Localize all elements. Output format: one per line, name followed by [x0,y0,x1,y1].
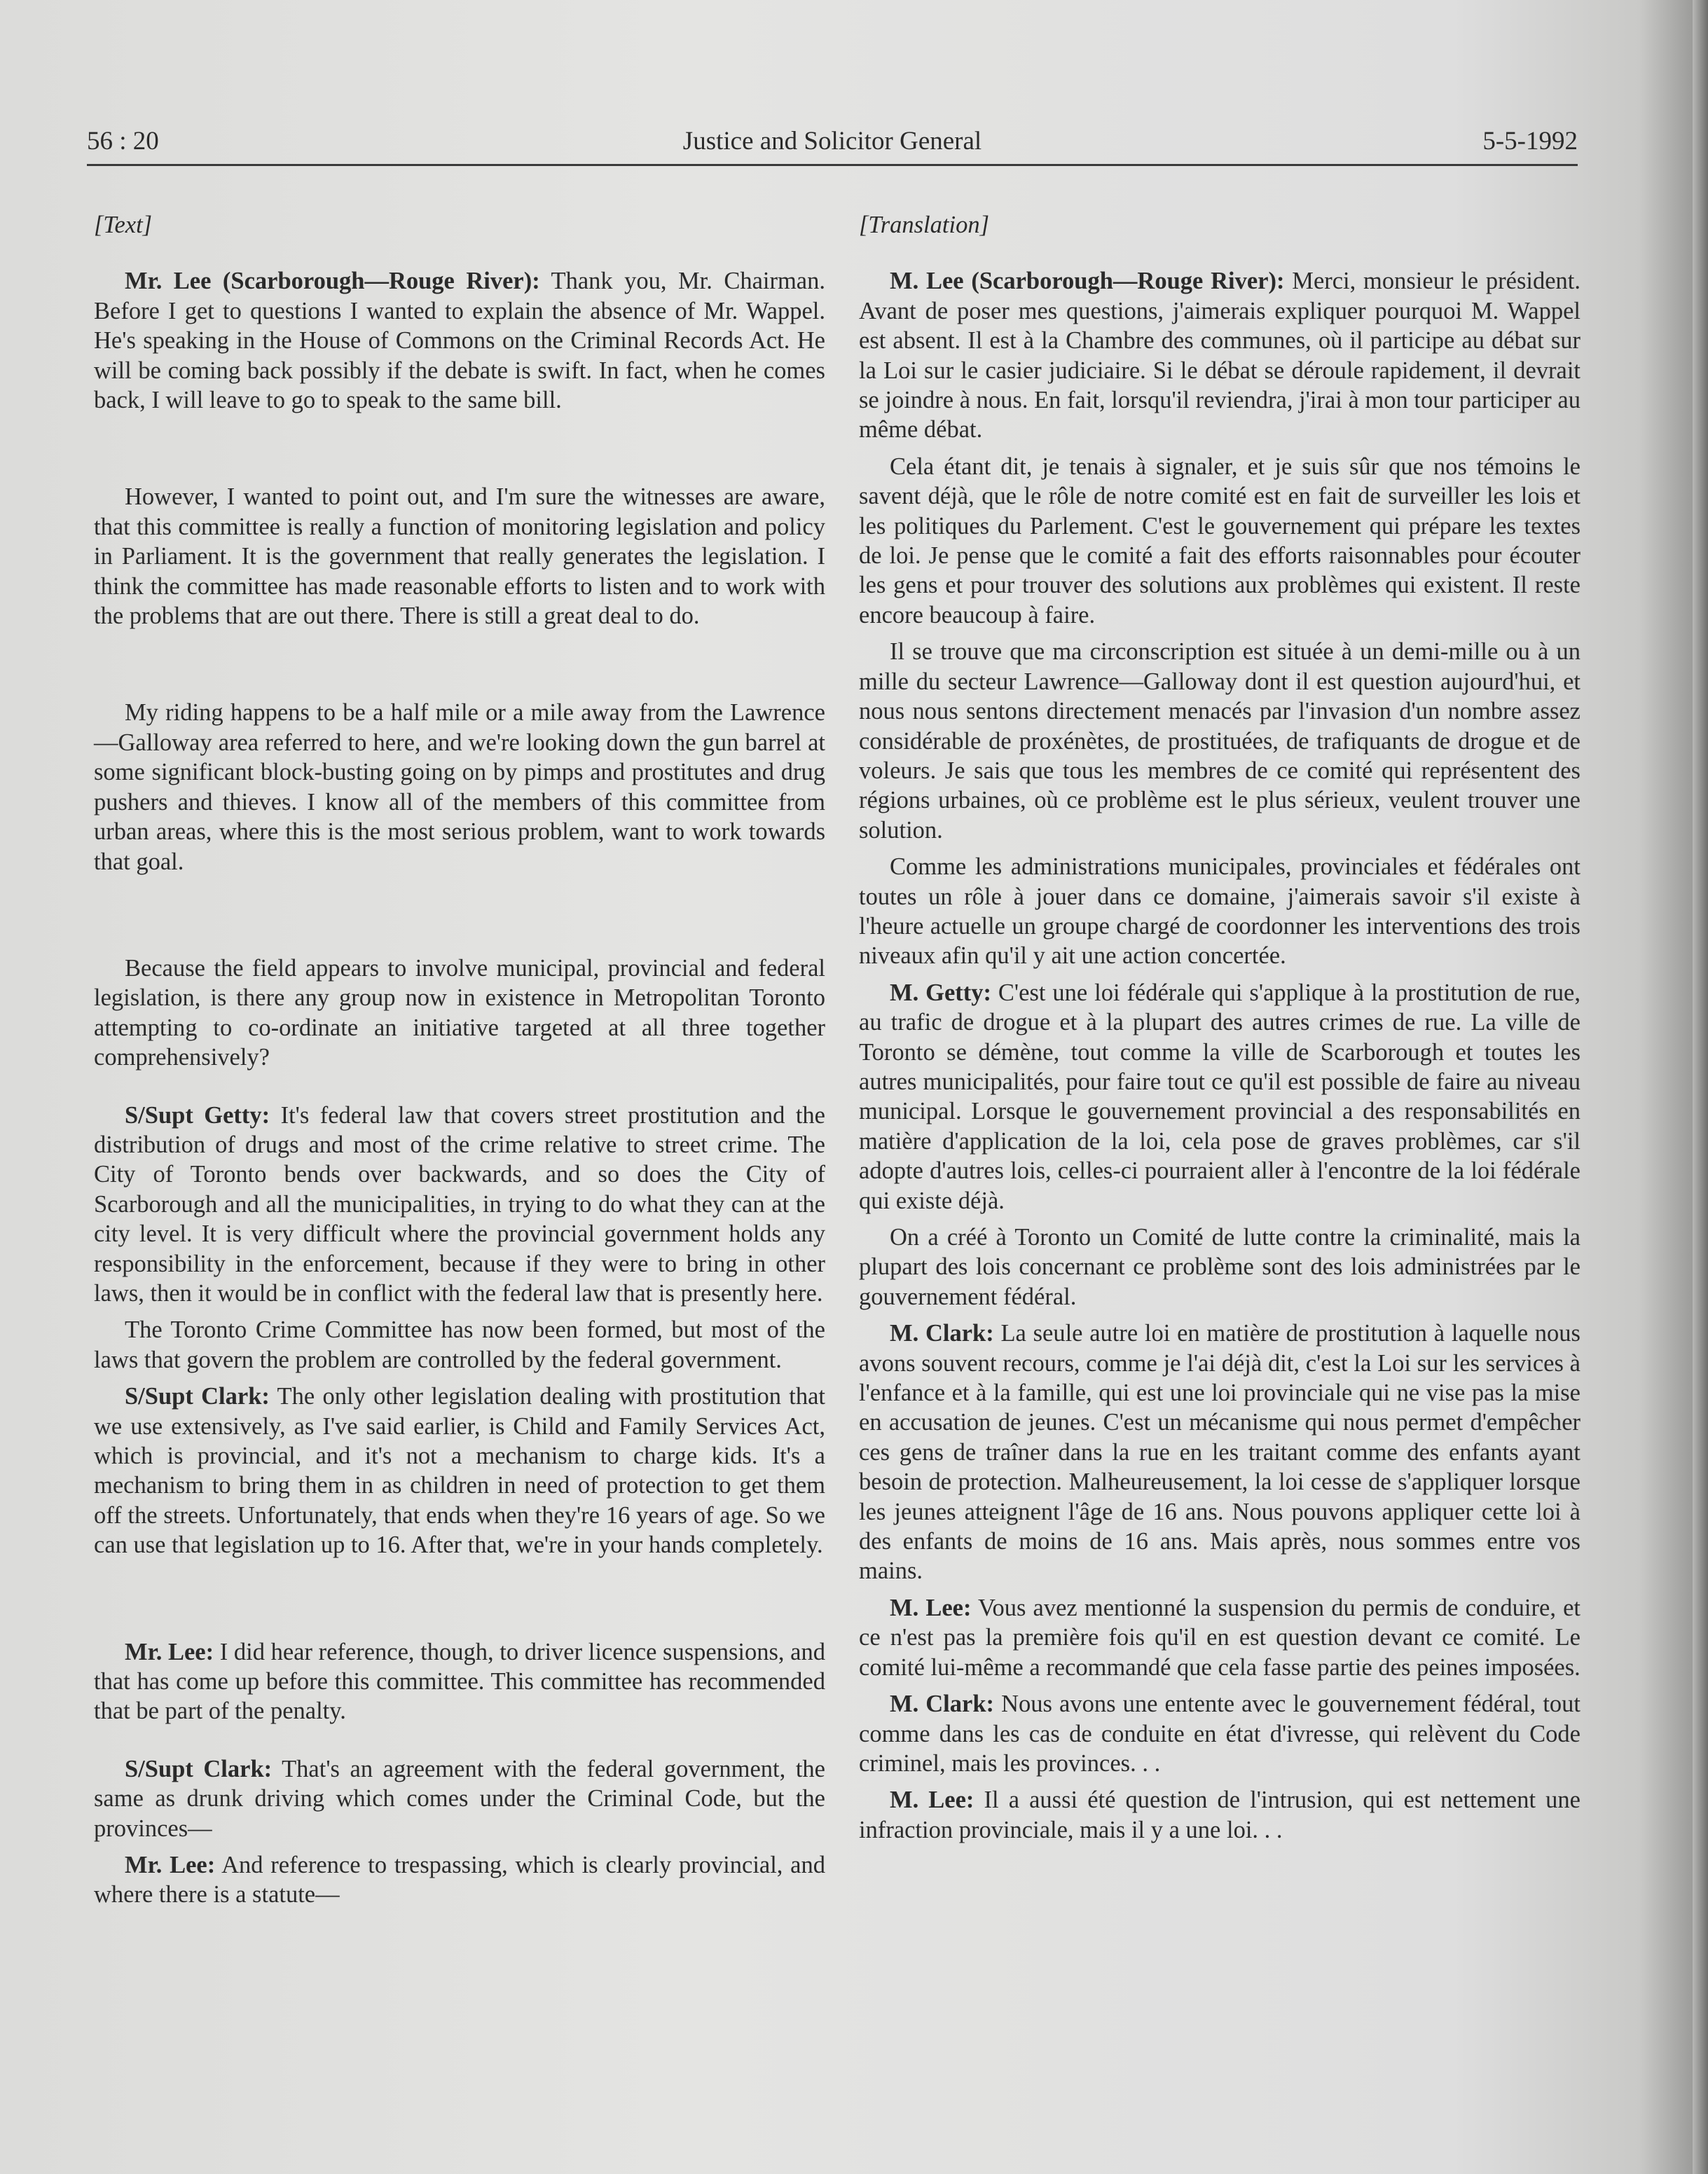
running-header [87,126,1578,165]
paragraph [94,954,825,1073]
paragraph [94,1754,825,1843]
english-column [94,210,825,1910]
paragraph [94,1315,825,1375]
paragraph [859,1785,1580,1845]
paragraph-text: On a créé à Toronto un Comité de lutte contre la criminalité, mais la plupart des lois concernant ce problème sont des lois administrées par le gouvernement fédéral. [859,1224,1580,1310]
speaker-name: M. Lee: [890,1787,974,1814]
paragraph-text: Merci, monsieur le président. Avant de poser mes questions, j'aimerais expliquer pourquoi M. Wappel est absent. Il est à la Chambre des communes, où il participe au débat sur la Loi sur le casier judiciaire. Si le débat se déroule rapidement, il devrait se joindre à nous. En fait, lorsqu'il reviendra, j'irai à mon tour participer au même débat. [859,268,1580,443]
paragraph [859,1319,1580,1586]
paragraph-text: The only other legislation dealing with prostitution that we use extensively, as I've said earlier, is Child and Family Services Act, which is provincial, and it's not a mechanism to charge kids. It's a mechanism to bring them in as children in need of protection to get them off the streets. Unfortunately, that ends when they're 16 years of age. So we can use that legislation up to 16. After that, we're in your hands completely. [94,1383,826,1559]
paragraph [94,1637,825,1726]
paragraph-text: Cela étant dit, je tenais à signaler, et je suis sûr que nos témoins le savent déjà, que le rôle de notre comité est en fait de surveiller les lois et les politiques du Parlement. C'est le gouvernement qui prépare les textes de loi. Je pense que le comité a fait des efforts raisonnables pour écouter les gens et pour trouver des solutions aux problèmes qui existent. Il reste encore beaucoup à faire. [859,453,1580,628]
paragraph-text: Comme les administrations municipales, provinciales et fédérales ont toutes un rôle à jouer dans ce domaine, j'aimerais savoir s'il existe à l'heure actuelle un groupe chargé de coordonner les interventions des trois niveaux afin qu'il y ait une action concertée. [859,853,1580,970]
speaker-name: M. Clark: [890,1320,994,1347]
paragraph [94,1101,825,1309]
paragraph [859,1223,1580,1312]
speaker-name: M. Lee (Scarborough—Rouge River): [890,268,1285,295]
paragraph-text: Vous avez mentionné la suspension du permis de conduire, et ce n'est pas la première fois qu'il en est question devant ce comité. Le comité lui-même a recommandé que cela fasse partie des peines imposées. [859,1594,1580,1681]
paragraph [859,1689,1580,1778]
paragraph-text: La seule autre loi en matière de prostitution à laquelle nous avons souvent recours, comme je l'ai déjà dit, c'est la Loi sur les services à l'enfance et à la famille, qui est une loi provinciale qui ne vise pas la mise en accusation de jeunes. C'est un mécanisme qui nous permet d'empêcher ces gens de traîner dans la rue en les traitant comme des enfants ayant besoin de protection. Malheureusement, la loi cesse de s'appliquer lorsque les jeunes atteignent l'âge de 16 ans. Nous pouvons appliquer cette loi à des enfants de moins de 16 ans. Mais après, nous sommes entre vos mains. [859,1320,1580,1585]
paragraph [859,978,1580,1216]
running-title: Justice and Solicitor General [682,127,982,156]
header-rule [87,164,1578,166]
speaker-name: Mr. Lee: [125,1638,214,1665]
section-label-translation: [Translation] [859,212,989,238]
paragraph-text: Thank you, Mr. Chairman. Before I get to questions I wanted to explain the absence of Mr. Wappel. He's speaking in the House of Commons on the Criminal Records Act. He will be coming back possibly if the debate is swift. In fact, when he comes back, I will leave to go to speak to the same bill. [94,268,825,414]
page-number: 56 : 20 [87,127,159,156]
paragraph-text: My riding happens to be a half mile or a mile away from the Lawrence—Galloway area referred to here, and we're looking down the gun barrel at some significant block-busting going on by pimps and prostitutes and drug pushers and thieves. I know all of the members of this committee from urban areas, where this is the most serious problem, want to work towards that goal. [94,699,825,875]
paragraph [859,1593,1580,1682]
paragraph-text: That's an agreement with the federal government, the same as drunk driving which comes under the Criminal Code, but the provinces— [94,1755,825,1842]
speaker-name: M. Getty: [890,979,991,1006]
paragraph [94,698,825,876]
paragraph [94,1382,825,1560]
paragraph [859,637,1580,845]
page-edge-shadow [1693,0,1708,2174]
speaker-name: S/Supt Clark: [125,1383,270,1410]
paragraph [859,852,1580,971]
speaker-name: Mr. Lee: [125,1852,216,1879]
section-label-text: [Text] [94,212,153,238]
paragraph [859,452,1580,630]
paragraph [94,482,825,631]
paragraph-text: Because the field appears to involve municipal, provincial and federal legislation, is there any group now in existence in Metropolitan Toronto attempting to co-ordinate an initiative targeted at all three together comprehensively? [94,954,825,1071]
speaker-name: M. Clark: [890,1691,995,1718]
speaker-name: M. Lee: [890,1594,972,1621]
paragraph [94,266,825,415]
paragraph-text: C'est une loi fédérale qui s'applique à la prostitution de rue, au trafic de drogue et à la plupart des autres crimes de rue. La ville de Toronto se démène, tout comme la ville de Scarborough et toutes les autres municipalités, pour faire tout ce qu'il est possible de faire au niveau municipal. Lorsque le gouvernement provincial a des responsabilités en matière d'application de la loi, cela pose de graves problèmes, car s'il adopte d'autres lois, celles-ci pourraient aller à l'encontre de la loi fédérale qui existe déjà. [859,979,1580,1214]
paragraph-text: And reference to trespassing, which is clearly provincial, and where there is a statute— [94,1852,825,1908]
french-column [859,210,1580,1845]
paragraph [859,266,1580,444]
paragraph-text: Nous avons une entente avec le gouvernement fédéral, tout comme dans les cas de conduite en état d'ivresse, qui relèvent du Code criminel, mais les provinces. . . [859,1691,1580,1777]
paragraph-text: It's federal law that covers street prostitution and the distribution of drugs and most of the crime relative to street crime. The City of Toronto bends over backwards, and so does the City of Scarborough and all the municipalities, in trying to do what they can at the city level. It is very difficult where the provincial government holds any responsibility in the enforcement, because if they were to bring in other laws, then it would be in conflict with the federal law that is presently here. [94,1101,825,1307]
speaker-name: Mr. Lee (Scarborough—Rouge River): [125,268,540,295]
paragraph-text: I did hear reference, though, to driver licence suspensions, and that has come up before this committee. This committee has recommended that be part of the penalty. [94,1638,825,1725]
paragraph-text: The Toronto Crime Committee has now been formed, but most of the laws that govern the problem are controlled by the federal government. [94,1316,825,1373]
paragraph-text: Il se trouve que ma circonscription est située à un demi-mille ou à un mille du secteur Lawrence—Galloway dont il est question aujourd'hui, et nous nous sentons directement menacés par l'invasion d'un nombre assez considérable de proxénètes, de prostituées, de trafiquants de drogue et de voleurs. Je sais que tous les membres de ce comité qui représentent des régions urbaines, où ce problème est le plus sérieux, veulent trouver une solution. [859,638,1580,844]
paragraph-text: However, I wanted to point out, and I'm sure the witnesses are aware, that this committee is really a function of monitoring legislation and policy in Parliament. It is the government that really generates the legislation. I think the committee has made reasonable efforts to listen and to work with the problems that are out there. There is still a great deal to do. [94,483,825,630]
paragraph-text: Il a aussi été question de l'intrusion, qui est nettement une infraction provinciale, mais il y a une loi. . . [859,1787,1580,1843]
header-date: 5-5-1992 [1482,127,1578,156]
speaker-name: S/Supt Clark: [125,1755,273,1782]
paragraph [94,1850,825,1910]
speaker-name: S/Supt Getty: [125,1101,270,1129]
